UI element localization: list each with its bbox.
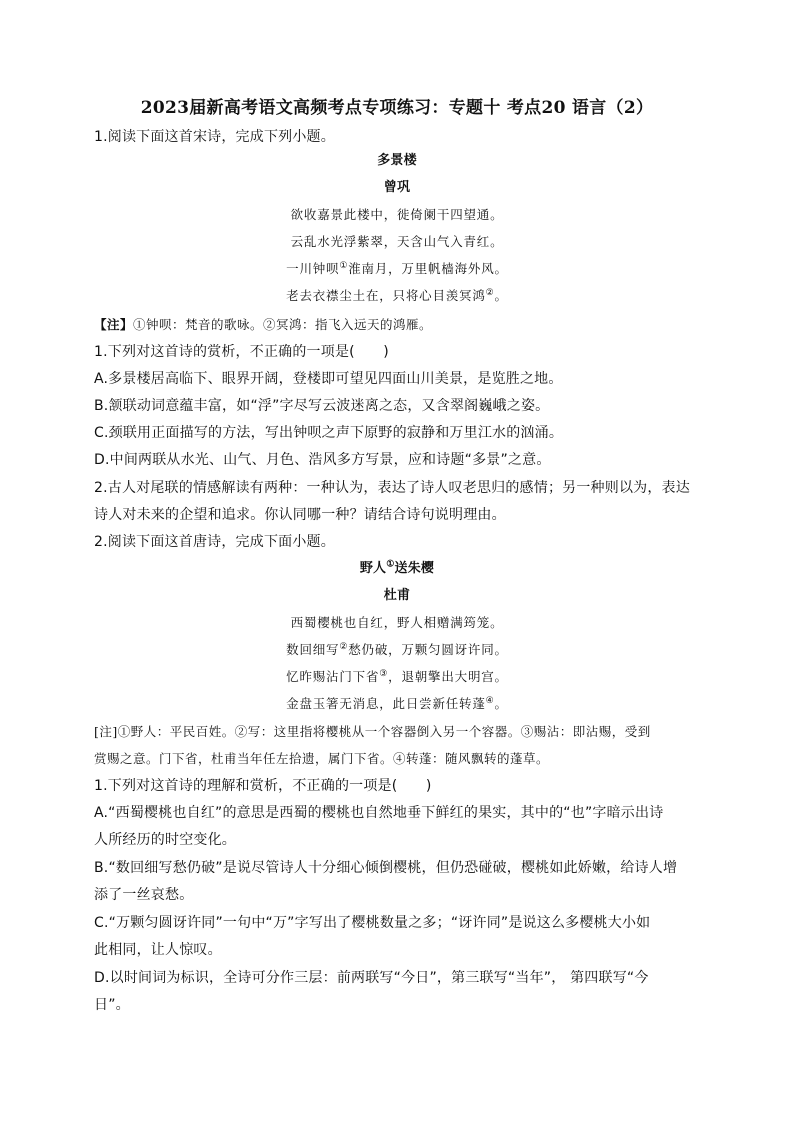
poem-2-line-3-part-a: 忆昨赐沾门下省: [286, 669, 380, 684]
footnote-marker: ④: [485, 695, 495, 706]
poem-2-title-part-a: 野人: [359, 561, 387, 576]
q1-sub2-line-2: 诗人对未来的企望和追求。你认同哪一种？请结合诗句说明理由。: [94, 507, 506, 523]
q2-sub1-option-a-line-2: 人所经历的时空变化。: [94, 832, 236, 848]
poem-2-line-2-part-a: 数回细写: [286, 642, 340, 657]
q1-sub2-line-1: 2.古人对尾联的情感解读有两种：一种认为，表达了诗人叹老思归的感情；另一种则以为，表达: [94, 480, 690, 496]
poem-2-line-4-part-a: 金盘玉箸无消息，此日尝新任转蓬: [286, 696, 486, 711]
poem-2-line-3: [0, 667, 794, 687]
footnote-marker: ①: [339, 260, 349, 271]
q1-sub1-option-d: D.中间两联从水光、山气、月色、浩风多方写景，应和诗题“多景”之意。: [94, 452, 551, 468]
q2-sub1-option-d-line-2: 日”。: [94, 997, 130, 1013]
question-1-intro: 1.阅读下面这首宋诗，完成下列小题。: [94, 129, 335, 145]
poem-1-line-3-part-b: 淮南月，万里帆樯海外风。: [348, 261, 508, 276]
poem-2-line-2-part-b: 愁仍破，万颗匀圆讶许同。: [348, 642, 508, 657]
poem-2-author: 杜甫: [383, 588, 411, 603]
page-title: 2023届新高考语文高频考点专项练习：专题十 考点20 语言（2）: [140, 98, 654, 118]
note-text: ①钟呗：梵音的歌咏。②冥鸿：指飞入远天的鸿雁。: [133, 317, 433, 332]
poem-2-note-line-2: 赏赐之意。门下省，杜甫当年任左拾遗，属门下省。④转蓬：随风飘转的蓬草。: [94, 751, 550, 766]
q2-sub1-option-c-line-1: C.“万颗匀圆讶许同”一句中“万”字写出了樱桃数量之多；“讶许同”是说这么多樱桃大小如: [94, 915, 651, 931]
poem-1-line-4-part-b: 。: [494, 288, 508, 303]
footnote-marker: ③: [379, 668, 389, 679]
q2-sub1-option-b-line-1: B.“数回细写愁仍破”是说尽管诗人十分细心倾倒樱桃，但仍恐碰破，樱桃如此娇嫩，给诗人增: [94, 860, 678, 876]
poem-2-line-3-part-b: ，退朝擎出大明宫。: [388, 669, 508, 684]
q2-sub1-option-b-line-2: 添了一丝哀愁。: [94, 887, 194, 903]
poem-1-note: [94, 315, 432, 335]
q2-sub1-stem: 1.下列对这首诗的理解和赏析，不正确的一项是( ): [94, 778, 432, 794]
poem-1-line-1: 欲收嘉景此楼中，徙倚阑干四望通。: [290, 207, 504, 222]
poem-1-line-3-part-a: 一川钟呗: [286, 261, 340, 276]
poem-1-author: 曾巩: [383, 180, 411, 195]
q1-sub1-option-c: C.颈联用正面描写的方法，写出钟呗之声下原野的寂静和万里江水的汹涌。: [94, 425, 564, 441]
poem-1-line-4: [0, 286, 794, 306]
poem-2-line-1: 西蜀樱桃也自红，野人相赠满筠笼。: [290, 615, 504, 630]
footnote-marker: ②: [485, 287, 495, 298]
note-tag: 【注】: [94, 317, 134, 332]
poem-1-title: 多景楼: [377, 153, 417, 168]
poem-1-line-4-part-a: 老去衣襟尘土在，只将心目羡冥鸿: [286, 288, 486, 303]
poem-2-line-4: [0, 694, 794, 714]
q1-sub1-stem: 1.下列对这首诗的赏析，不正确的一项是( ): [94, 344, 389, 360]
poem-2-line-4-part-b: 。: [494, 696, 508, 711]
q2-sub1-option-d-line-1: D.以时间词为标识，全诗可分作三层：前两联写“今日”，第三联写“当年”， 第四联写“今: [94, 970, 649, 986]
poem-2-note-line-1: [注]①野人：平民百姓。②写：这里指将樱桃从一个容器倒入另一个容器。③赐沾：即沾赐，受到: [94, 724, 651, 739]
q2-sub1-option-c-line-2: 此相同，让人惊叹。: [94, 942, 222, 958]
poem-1-line-3: [0, 259, 794, 279]
poem-2-title: [0, 559, 794, 579]
poem-1-line-2: 云乱水光浮紫翠，天含山气入青红。: [290, 234, 504, 249]
poem-2-title-part-b: 送朱樱: [394, 561, 435, 576]
q2-sub1-option-a-line-1: A.“西蜀樱桃也自红”的意思是西蜀的樱桃也自然地垂下鲜红的果实，其中的“也”字暗示出诗: [94, 805, 664, 821]
q1-sub1-option-a: A.多景楼居高临下、眼界开阔，登楼即可望见四面山川美景，是览胜之地。: [94, 371, 563, 387]
footnote-marker: ②: [339, 641, 349, 652]
poem-2-line-2: [0, 640, 794, 660]
q1-sub1-option-b: B.颔联动词意蕴丰富，如“浮”字尽写云波迷离之态，又含翠阁巍峨之姿。: [94, 398, 550, 414]
footnote-marker: ①: [386, 559, 395, 570]
question-2-intro: 2.阅读下面这首唐诗，完成下面小题。: [94, 534, 335, 550]
